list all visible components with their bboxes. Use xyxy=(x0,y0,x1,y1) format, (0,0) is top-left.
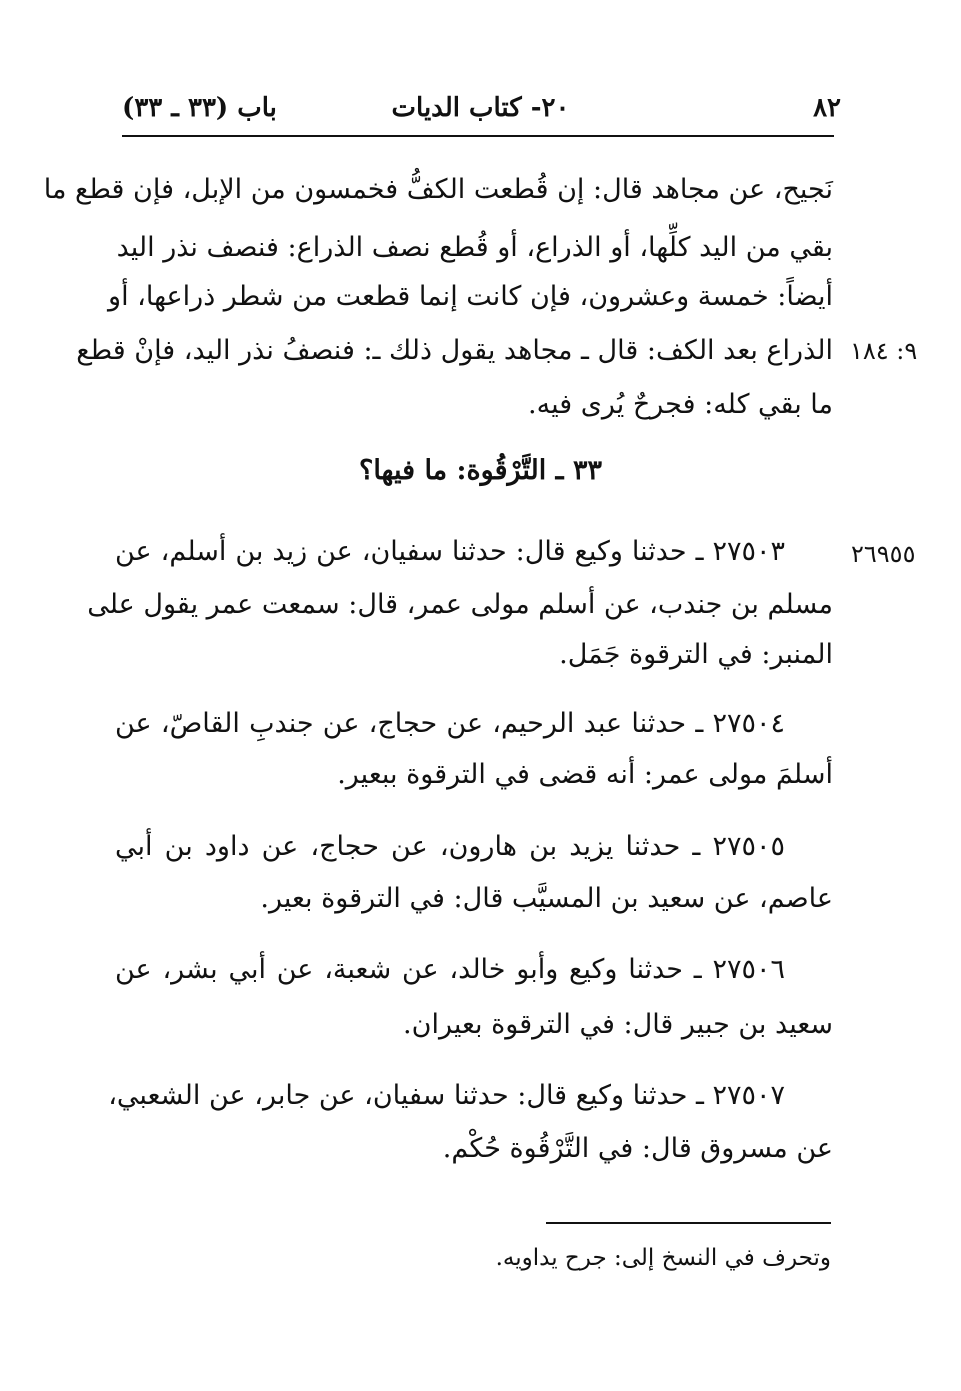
footnote: وتحرف في النسخ إلى: جرح يداويه. xyxy=(495,1245,831,1271)
book-title: ٢٠- كتاب الديات xyxy=(391,93,570,123)
hadith-line: ٢٧٥٠٣ ـ حدثنا وكيع قال: حدثنا سفيان، عن زيد بن أسلم، عن xyxy=(115,536,785,567)
paragraph-line: أيضاً: خمسة وعشرون، فإن كانت إنما قطعت من شطر ذراعها، أو xyxy=(108,281,833,312)
hadith-line: عاصم، عن سعيد بن المسيَّب قال: في الترقوة بعير. xyxy=(260,883,833,914)
hadith-line: ٢٧٥٠٦ ـ حدثنا وكيع وأبو خالد، عن شعبة، عن أبي بشر، عن xyxy=(115,954,785,985)
hadith-line: عن مسروق قال: في التَّرْقُوة حُكْم. xyxy=(442,1133,833,1164)
page-number: ٨٢ xyxy=(813,93,841,123)
header-rule xyxy=(122,135,834,137)
margin-reference: ٢٦٩٥٥ xyxy=(851,540,916,568)
paragraph-line: بقي من اليد كلِّها، أو الذراع، أو قُطع نصف الذراع: فنصف نذر اليد xyxy=(116,232,833,263)
footnote-rule xyxy=(546,1222,831,1224)
margin-reference: ٩: ١٨٤ xyxy=(850,337,918,365)
paragraph-line: الذراع بعد الكف: قال ـ مجاهد يقول ذلك ـ: فنصفُ نذر اليد، فإنْ قطع xyxy=(76,335,833,366)
chapter-range: باب (٣٣ ـ ٣٣) xyxy=(122,93,277,123)
section-title: ٣٣ ـ التَّرْقُوة: ما فيها؟ xyxy=(358,455,602,486)
hadith-line: ٢٧٥٠٥ ـ حدثنا يزيد بن هارون، عن حجاج، عن داود بن أبي xyxy=(115,831,785,862)
hadith-line: المنبر: في الترقوة جَمَل. xyxy=(559,639,833,670)
hadith-line: ٢٧٥٠٤ ـ حدثنا عبد الرحيم، عن حجاج، عن جندبِ القاصّ، عن xyxy=(115,708,785,739)
hadith-line: أسلمَ مولى عمر: أنه قضى في الترقوة ببعير. xyxy=(337,759,833,790)
hadith-line: مسلم بن جندب، عن أسلم مولى عمر، قال: سمعت عمر يقول على xyxy=(87,589,833,620)
paragraph-line: ما بقي كله: فجرحٌ يُرى فيه. xyxy=(528,389,833,420)
hadith-line: سعيد بن جبير قال: في الترقوة بعيران. xyxy=(403,1009,833,1040)
paragraph-line: نَجيح، عن مجاهد قال: إن قُطعت الكفُّ فخمسون من الإبل، فإن قطع ما xyxy=(43,174,833,205)
hadith-line: ٢٧٥٠٧ ـ حدثنا وكيع قال: حدثنا سفيان، عن جابر، عن الشعبي، xyxy=(108,1080,785,1111)
